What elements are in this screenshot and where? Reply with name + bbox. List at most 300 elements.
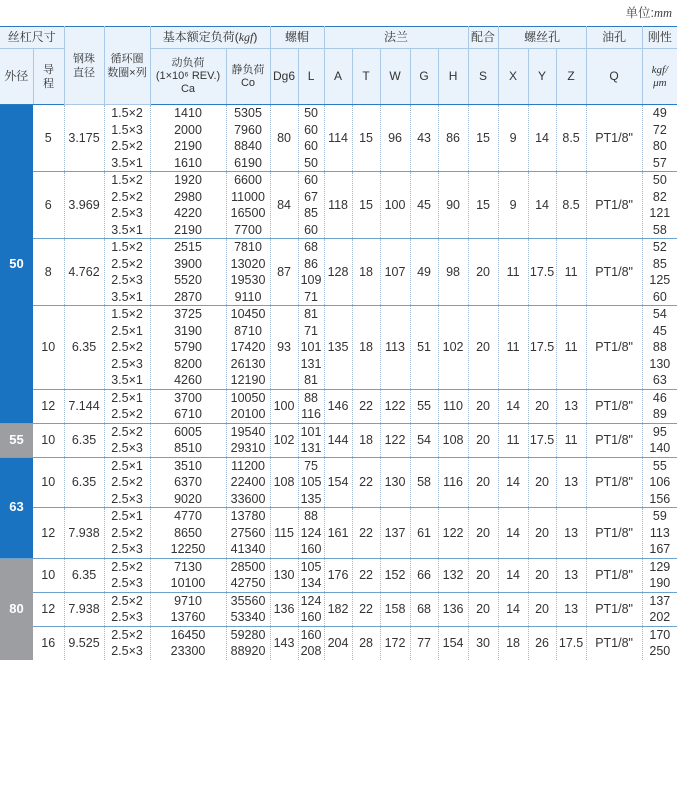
dyn-load-cell-value: 9020 bbox=[174, 491, 202, 506]
dyn-load-cell bbox=[150, 389, 226, 423]
dyn-load-cell bbox=[150, 306, 226, 390]
flange-G-cell: 66 bbox=[410, 558, 438, 592]
oil-Q-cell: PT1/8" bbox=[586, 306, 642, 390]
static-load-cell-value: 42750 bbox=[230, 576, 266, 590]
circuits-cell bbox=[104, 389, 150, 423]
rigidity-cell-lines bbox=[643, 593, 678, 626]
static-load-cell bbox=[226, 105, 270, 172]
header-static-load-l2: Co bbox=[240, 76, 256, 89]
flange-W-cell: 122 bbox=[380, 389, 410, 423]
nut-L-cell-value: 124 bbox=[300, 525, 322, 540]
static-load-cell bbox=[226, 457, 270, 508]
table-body bbox=[0, 105, 677, 660]
header-X: X bbox=[498, 49, 528, 105]
nut-L-cell-value: 71 bbox=[304, 323, 318, 338]
static-load-cell bbox=[226, 558, 270, 592]
flange-T-cell: 22 bbox=[352, 457, 380, 508]
nut-D-cell: 130 bbox=[270, 558, 298, 592]
nut-L-cell bbox=[298, 389, 324, 423]
flange-G-cell: 77 bbox=[410, 626, 438, 660]
circuits-cell-lines bbox=[105, 390, 150, 423]
nut-L-cell-lines bbox=[299, 306, 324, 389]
rigidity-cell bbox=[642, 389, 677, 423]
nut-D-cell: 136 bbox=[270, 592, 298, 626]
table-row bbox=[0, 389, 677, 423]
circuits-cell bbox=[104, 172, 150, 239]
oil-Q-cell: PT1/8" bbox=[586, 239, 642, 306]
nut-L-cell-value: 105 bbox=[300, 475, 322, 489]
circuits-cell bbox=[104, 239, 150, 306]
nut-L-cell bbox=[298, 626, 324, 660]
hole-Y-cell: 26 bbox=[528, 626, 556, 660]
static-load-cell-value: 35560 bbox=[230, 593, 266, 608]
nut-L-cell-value: 60 bbox=[304, 173, 318, 187]
nut-L-cell bbox=[298, 172, 324, 239]
static-load-cell-value: 8710 bbox=[234, 323, 262, 338]
header-rigidity: 刚性 bbox=[642, 27, 677, 49]
dyn-load-cell-lines bbox=[151, 559, 226, 592]
dyn-load-cell-lines bbox=[151, 458, 226, 508]
circuits-cell bbox=[104, 423, 150, 457]
circuits-cell-value: 2.5×3 bbox=[111, 206, 143, 220]
fit-S-cell: 15 bbox=[468, 105, 498, 172]
nut-L-cell-value: 81 bbox=[304, 373, 318, 387]
flange-A-cell: 128 bbox=[324, 239, 352, 306]
table-row bbox=[0, 239, 677, 306]
circuits-cell-lines bbox=[105, 424, 150, 457]
hole-Y-cell: 20 bbox=[528, 592, 556, 626]
dyn-load-cell-value: 13760 bbox=[170, 610, 206, 624]
nut-D-cell: 108 bbox=[270, 457, 298, 508]
nut-L-cell-lines bbox=[299, 627, 324, 660]
fit-S-cell: 20 bbox=[468, 239, 498, 306]
nut-L-cell-lines bbox=[299, 458, 324, 508]
rigidity-cell-value: 82 bbox=[652, 189, 667, 204]
flange-G-cell: 45 bbox=[410, 172, 438, 239]
hole-Y-cell: 17.5 bbox=[528, 239, 556, 306]
dyn-load-cell bbox=[150, 457, 226, 508]
flange-H-cell: 90 bbox=[438, 172, 468, 239]
hole-Z-cell: 13 bbox=[556, 389, 586, 423]
fit-S-cell: 20 bbox=[468, 457, 498, 508]
dyn-load-cell-value: 4770 bbox=[174, 509, 202, 523]
rigidity-cell-value: 55 bbox=[652, 458, 667, 473]
flange-A-cell: 176 bbox=[324, 558, 352, 592]
table-header bbox=[0, 27, 677, 105]
ball-dia-cell: 9.525 bbox=[64, 626, 104, 660]
nut-L-cell-lines bbox=[299, 239, 324, 305]
static-load-cell-value: 16500 bbox=[230, 206, 266, 220]
unit-note bbox=[0, 0, 678, 26]
nut-L-cell-lines bbox=[299, 390, 324, 423]
circuits-cell-value: 1.5×3 bbox=[111, 122, 143, 137]
dyn-load-cell-value: 8510 bbox=[174, 441, 202, 455]
nut-L-cell bbox=[298, 508, 324, 559]
circuits-cell bbox=[104, 105, 150, 172]
oil-Q-cell: PT1/8" bbox=[586, 457, 642, 508]
rigidity-cell-lines bbox=[643, 306, 678, 389]
nut-L-cell-lines bbox=[299, 424, 324, 457]
nut-D-cell: 87 bbox=[270, 239, 298, 306]
rigidity-cell-lines bbox=[643, 424, 678, 457]
flange-A-cell: 114 bbox=[324, 105, 352, 172]
header-static-load-l1: 静负荷 bbox=[231, 63, 265, 76]
flange-A-cell: 118 bbox=[324, 172, 352, 239]
outer-dia-cell: 80 bbox=[0, 558, 33, 660]
static-load-cell-lines bbox=[227, 508, 270, 558]
hole-Z-cell: 13 bbox=[556, 558, 586, 592]
header-lead-text: 导程 bbox=[43, 63, 54, 90]
nut-L-cell-lines bbox=[299, 559, 324, 592]
dyn-load-cell-value: 6710 bbox=[174, 407, 202, 421]
lead-cell: 8 bbox=[33, 239, 64, 306]
header-Z: Z bbox=[556, 49, 586, 105]
header-screw-hole: 螺丝孔 bbox=[498, 27, 586, 49]
lead-cell: 10 bbox=[33, 306, 64, 390]
nut-L-cell-lines bbox=[299, 593, 324, 626]
fit-S-cell: 15 bbox=[468, 172, 498, 239]
circuits-cell-value: 2.5×3 bbox=[111, 356, 143, 371]
rigidity-cell-value: 49 bbox=[652, 106, 667, 120]
static-load-cell-lines bbox=[227, 559, 270, 592]
lead-cell: 5 bbox=[33, 105, 64, 172]
static-load-cell-value: 33600 bbox=[230, 491, 266, 506]
table-row bbox=[0, 423, 677, 457]
static-load-cell-value: 22400 bbox=[230, 475, 266, 489]
rigidity-cell-value: 170 bbox=[649, 627, 671, 642]
header-W: W bbox=[380, 49, 410, 105]
flange-T-cell: 22 bbox=[352, 508, 380, 559]
rigidity-cell-value: 59 bbox=[652, 509, 667, 523]
static-load-cell-value: 59280 bbox=[230, 627, 266, 642]
static-load-cell-value: 17420 bbox=[230, 340, 266, 354]
oil-Q-cell: PT1/8" bbox=[586, 626, 642, 660]
static-load-cell-value: 10050 bbox=[230, 390, 266, 405]
dyn-load-cell bbox=[150, 626, 226, 660]
static-load-cell-value: 12190 bbox=[230, 373, 266, 387]
dyn-load-cell-value: 12250 bbox=[170, 542, 206, 556]
flange-W-cell: 130 bbox=[380, 457, 410, 508]
rigidity-cell bbox=[642, 558, 677, 592]
circuits-cell-value: 2.5×2 bbox=[111, 525, 143, 540]
static-load-cell-lines bbox=[227, 390, 270, 423]
rigidity-cell bbox=[642, 626, 677, 660]
hole-Y-cell: 17.5 bbox=[528, 423, 556, 457]
circuits-cell-value: 2.5×2 bbox=[111, 424, 143, 439]
rigidity-cell-value: 63 bbox=[652, 373, 667, 387]
flange-T-cell: 22 bbox=[352, 389, 380, 423]
header-dyn-load-l1: 动负荷 bbox=[171, 57, 205, 69]
nut-L-cell bbox=[298, 457, 324, 508]
spec-table bbox=[0, 26, 677, 660]
static-load-cell-value: 19530 bbox=[230, 273, 266, 287]
flange-H-cell: 86 bbox=[438, 105, 468, 172]
static-load-cell-value: 13780 bbox=[230, 509, 266, 523]
outer-dia-cell: 55 bbox=[0, 423, 33, 457]
lead-cell: 6 bbox=[33, 172, 64, 239]
flange-T-cell: 15 bbox=[352, 105, 380, 172]
ball-dia-cell: 6.35 bbox=[64, 423, 104, 457]
fit-S-cell: 20 bbox=[468, 389, 498, 423]
circuits-cell-value: 2.5×3 bbox=[111, 491, 143, 506]
rigidity-cell bbox=[642, 239, 677, 306]
dyn-load-cell-value: 16450 bbox=[170, 627, 206, 642]
lead-cell: 12 bbox=[33, 389, 64, 423]
static-load-cell bbox=[226, 423, 270, 457]
nut-D-cell: 143 bbox=[270, 626, 298, 660]
header-H: H bbox=[438, 49, 468, 105]
header-rig-unit-2: μm bbox=[653, 76, 667, 89]
dyn-load-cell bbox=[150, 105, 226, 172]
header-ball-dia-text: 钢珠直径 bbox=[73, 52, 96, 79]
unit-value: mm bbox=[653, 6, 672, 20]
nut-L-cell-value: 50 bbox=[304, 155, 318, 170]
rigidity-cell-value: 85 bbox=[652, 256, 667, 271]
circuits-cell-lines bbox=[105, 593, 150, 626]
header-Q: Q bbox=[586, 49, 642, 105]
dyn-load-cell-value: 2980 bbox=[174, 189, 202, 204]
oil-Q-cell: PT1/8" bbox=[586, 423, 642, 457]
fit-S-cell: 20 bbox=[468, 592, 498, 626]
static-load-cell-value: 7700 bbox=[234, 222, 262, 237]
nut-L-cell-value: 50 bbox=[304, 106, 318, 120]
rigidity-cell-value: 121 bbox=[649, 206, 671, 220]
circuits-cell bbox=[104, 626, 150, 660]
circuits-cell bbox=[104, 508, 150, 559]
static-load-cell bbox=[226, 508, 270, 559]
nut-L-cell-value: 60 bbox=[304, 139, 318, 153]
dyn-load-cell-lines bbox=[151, 239, 226, 305]
flange-W-cell: 100 bbox=[380, 172, 410, 239]
static-load-cell-value: 9110 bbox=[234, 289, 262, 304]
circuits-cell-value: 2.5×2 bbox=[111, 593, 143, 608]
flange-G-cell: 49 bbox=[410, 239, 438, 306]
lead-cell: 12 bbox=[33, 508, 64, 559]
static-load-cell-value: 7960 bbox=[234, 122, 262, 137]
hole-Z-cell: 13 bbox=[556, 457, 586, 508]
rigidity-cell-value: 250 bbox=[649, 644, 671, 658]
nut-L-cell-lines bbox=[299, 508, 324, 558]
static-load-cell-value: 10450 bbox=[230, 307, 266, 321]
circuits-cell bbox=[104, 306, 150, 390]
circuits-cell-lines bbox=[105, 105, 150, 171]
nut-D-cell: 80 bbox=[270, 105, 298, 172]
header-T: T bbox=[352, 49, 380, 105]
circuits-cell-lines bbox=[105, 306, 150, 389]
nut-L-cell-value: 60 bbox=[304, 222, 318, 237]
circuits-cell-value: 2.5×1 bbox=[111, 509, 143, 523]
rigidity-cell-value: 57 bbox=[652, 155, 667, 170]
table-row bbox=[0, 172, 677, 239]
nut-L-cell-value: 131 bbox=[300, 441, 322, 455]
header-static-load bbox=[226, 49, 270, 105]
static-load-cell-lines bbox=[227, 239, 270, 305]
header-load-prefix: 基本额定负荷( bbox=[162, 30, 239, 44]
rigidity-cell-value: 156 bbox=[649, 491, 671, 506]
oil-Q-cell: PT1/8" bbox=[586, 389, 642, 423]
rigidity-cell-value: 125 bbox=[649, 273, 671, 287]
nut-L-cell-lines bbox=[299, 105, 324, 171]
dyn-load-cell-value: 8650 bbox=[174, 525, 202, 540]
fit-S-cell: 20 bbox=[468, 558, 498, 592]
dyn-load-cell-value: 23300 bbox=[170, 644, 206, 658]
static-load-cell-value: 20100 bbox=[230, 407, 266, 421]
rigidity-cell bbox=[642, 457, 677, 508]
dyn-load-cell-value: 7130 bbox=[174, 559, 202, 574]
nut-L-cell-value: 68 bbox=[304, 240, 318, 254]
rigidity-cell-lines bbox=[643, 105, 678, 171]
flange-G-cell: 61 bbox=[410, 508, 438, 559]
hole-X-cell: 11 bbox=[498, 306, 528, 390]
flange-A-cell: 204 bbox=[324, 626, 352, 660]
circuits-cell-lines bbox=[105, 559, 150, 592]
nut-L-cell-value: 71 bbox=[304, 289, 318, 304]
circuits-cell-value: 3.5×1 bbox=[111, 289, 143, 304]
nut-D-cell: 93 bbox=[270, 306, 298, 390]
table-row bbox=[0, 626, 677, 660]
static-load-cell-value: 26130 bbox=[230, 356, 266, 371]
flange-W-cell: 152 bbox=[380, 558, 410, 592]
flange-G-cell: 58 bbox=[410, 457, 438, 508]
circuits-cell-lines bbox=[105, 239, 150, 305]
rigidity-cell-value: 137 bbox=[649, 593, 671, 608]
circuits-cell-value: 2.5×2 bbox=[111, 340, 143, 354]
nut-L-cell-lines bbox=[299, 172, 324, 238]
header-load-group bbox=[150, 27, 270, 49]
table-row bbox=[0, 592, 677, 626]
hole-Y-cell: 20 bbox=[528, 457, 556, 508]
flange-H-cell: 102 bbox=[438, 306, 468, 390]
dyn-load-cell-value: 2190 bbox=[174, 139, 202, 153]
circuits-cell-value: 3.5×1 bbox=[111, 155, 143, 170]
hole-X-cell: 14 bbox=[498, 389, 528, 423]
nut-L-cell-value: 81 bbox=[304, 307, 318, 321]
header-load-suffix: ) bbox=[253, 30, 258, 44]
rigidity-cell-value: 167 bbox=[649, 542, 671, 556]
nut-D-cell: 115 bbox=[270, 508, 298, 559]
dyn-load-cell-value: 1410 bbox=[174, 106, 202, 120]
dyn-load-cell-value: 4220 bbox=[174, 206, 202, 220]
oil-Q-cell: PT1/8" bbox=[586, 105, 642, 172]
flange-T-cell: 22 bbox=[352, 558, 380, 592]
hole-Z-cell: 17.5 bbox=[556, 626, 586, 660]
circuits-cell-value: 2.5×2 bbox=[111, 559, 143, 574]
flange-H-cell: 116 bbox=[438, 457, 468, 508]
nut-L-cell-value: 160 bbox=[300, 627, 322, 642]
nut-L-cell-value: 88 bbox=[304, 509, 318, 523]
nut-L-cell-value: 131 bbox=[300, 356, 322, 371]
rigidity-cell-value: 129 bbox=[649, 559, 671, 574]
circuits-cell-value: 3.5×1 bbox=[111, 373, 143, 387]
header-circuits-text: 循环圈数圈×列 bbox=[107, 52, 147, 79]
flange-A-cell: 144 bbox=[324, 423, 352, 457]
header-S: S bbox=[468, 49, 498, 105]
oil-Q-cell: PT1/8" bbox=[586, 592, 642, 626]
nut-L-cell-value: 135 bbox=[300, 491, 322, 506]
rigidity-cell-lines bbox=[643, 559, 678, 592]
ball-dia-cell: 3.175 bbox=[64, 105, 104, 172]
hole-Y-cell: 20 bbox=[528, 508, 556, 559]
flange-H-cell: 154 bbox=[438, 626, 468, 660]
circuits-cell-lines bbox=[105, 458, 150, 508]
flange-A-cell: 182 bbox=[324, 592, 352, 626]
ball-dia-cell: 3.969 bbox=[64, 172, 104, 239]
dyn-load-cell-value: 3190 bbox=[174, 323, 202, 338]
dyn-load-cell-value: 3725 bbox=[174, 307, 202, 321]
header-flange: 法兰 bbox=[324, 27, 468, 49]
static-load-cell-value: 7810 bbox=[234, 240, 262, 254]
hole-Y-cell: 20 bbox=[528, 558, 556, 592]
circuits-cell-value: 2.5×2 bbox=[111, 627, 143, 642]
dyn-load-cell-value: 1920 bbox=[174, 173, 202, 187]
circuits-cell-value: 2.5×3 bbox=[111, 441, 143, 455]
header-A: A bbox=[324, 49, 352, 105]
flange-W-cell: 96 bbox=[380, 105, 410, 172]
static-load-cell bbox=[226, 172, 270, 239]
static-load-cell-value: 29310 bbox=[230, 441, 266, 455]
static-load-cell-lines bbox=[227, 306, 270, 389]
header-Y: Y bbox=[528, 49, 556, 105]
dyn-load-cell-value: 2870 bbox=[174, 289, 202, 304]
dyn-load-cell bbox=[150, 172, 226, 239]
hole-Z-cell: 11 bbox=[556, 306, 586, 390]
circuits-cell-value: 1.5×2 bbox=[111, 173, 143, 187]
flange-G-cell: 54 bbox=[410, 423, 438, 457]
dyn-load-cell-value: 10100 bbox=[170, 576, 206, 590]
circuits-cell-value: 2.5×3 bbox=[111, 576, 143, 590]
dyn-load-cell bbox=[150, 423, 226, 457]
circuits-cell-value: 2.5×2 bbox=[111, 475, 143, 489]
circuits-cell-value: 2.5×3 bbox=[111, 273, 143, 287]
fit-S-cell: 20 bbox=[468, 508, 498, 559]
lead-cell: 16 bbox=[33, 626, 64, 660]
header-circuits bbox=[104, 27, 150, 105]
dyn-load-cell-value: 1610 bbox=[174, 155, 202, 170]
circuits-cell-value: 2.5×2 bbox=[111, 189, 143, 204]
lead-cell: 10 bbox=[33, 457, 64, 508]
nut-L-cell-value: 160 bbox=[300, 542, 322, 556]
rigidity-cell-lines bbox=[643, 390, 678, 423]
dyn-load-cell bbox=[150, 558, 226, 592]
circuits-cell-value: 1.5×2 bbox=[111, 307, 143, 321]
nut-L-cell-value: 124 bbox=[300, 593, 322, 608]
unit-label: 单位: bbox=[625, 6, 654, 20]
header-fit: 配合 bbox=[468, 27, 498, 49]
dyn-load-cell bbox=[150, 592, 226, 626]
table-row bbox=[0, 508, 677, 559]
rigidity-cell-lines bbox=[643, 627, 678, 660]
static-load-cell-lines bbox=[227, 172, 270, 238]
static-load-cell-value: 13020 bbox=[230, 256, 266, 271]
hole-X-cell: 14 bbox=[498, 457, 528, 508]
hole-Y-cell: 14 bbox=[528, 172, 556, 239]
fit-S-cell: 30 bbox=[468, 626, 498, 660]
oil-Q-cell: PT1/8" bbox=[586, 508, 642, 559]
nut-L-cell-value: 105 bbox=[300, 559, 322, 574]
flange-G-cell: 51 bbox=[410, 306, 438, 390]
dyn-load-cell-value: 3700 bbox=[174, 390, 202, 405]
rigidity-cell-value: 130 bbox=[649, 356, 671, 371]
lead-cell: 10 bbox=[33, 558, 64, 592]
rigidity-cell-value: 140 bbox=[649, 441, 671, 455]
ball-dia-cell: 6.35 bbox=[64, 457, 104, 508]
dyn-load-cell-lines bbox=[151, 105, 226, 171]
static-load-cell-value: 41340 bbox=[230, 542, 266, 556]
static-load-cell-value: 6600 bbox=[234, 173, 262, 187]
fit-S-cell: 20 bbox=[468, 423, 498, 457]
flange-H-cell: 98 bbox=[438, 239, 468, 306]
circuits-cell bbox=[104, 457, 150, 508]
